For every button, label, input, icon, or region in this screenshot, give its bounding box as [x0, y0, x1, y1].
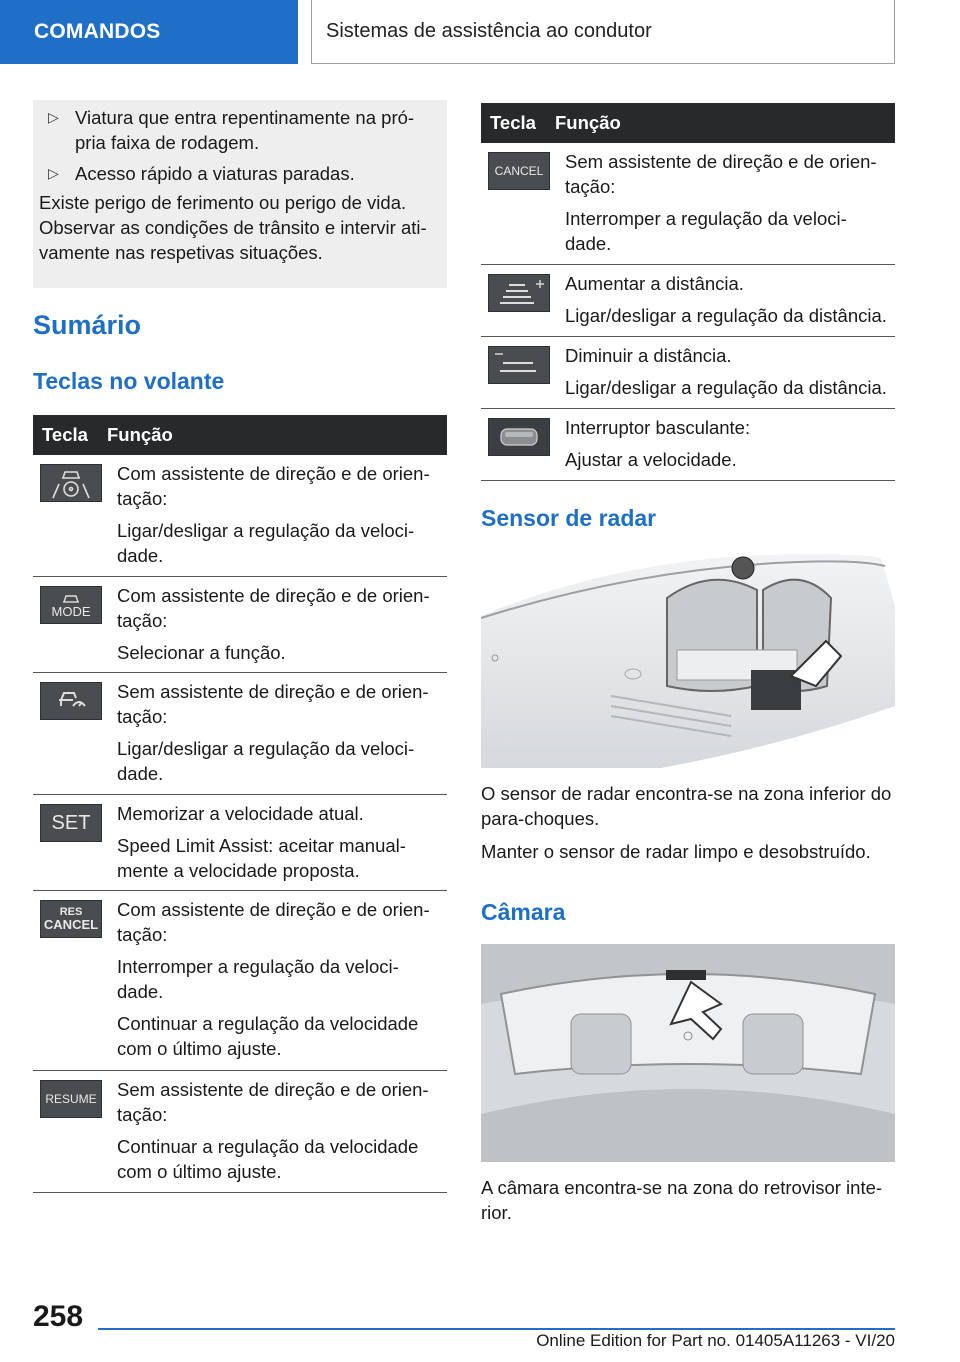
function-cell: [117, 1071, 447, 1192]
radar-heading: Sensor de radar: [481, 505, 657, 531]
table-row: [33, 673, 447, 795]
distance-increase-icon: [488, 274, 550, 312]
function-text: Com assistente de direção e de orien-tação:: [117, 585, 430, 631]
cancel-label: CANCEL: [43, 917, 99, 932]
key-cell: [33, 1071, 117, 1192]
table-row: [33, 455, 447, 577]
radar-text: Manter o sensor de radar limpo e desobstruído.: [481, 841, 871, 862]
key-cell: [33, 891, 117, 1070]
function-cell: [565, 265, 895, 336]
function-cell: [565, 143, 895, 264]
function-cell: [565, 337, 895, 408]
function-text: Diminuir a distância.: [565, 345, 732, 366]
function-cell: [117, 577, 447, 672]
table-header: [481, 103, 895, 143]
table-row: [481, 409, 895, 481]
cancel-button-icon: [488, 152, 550, 190]
footer-edition: Online Edition for Part no. 01405A11263 - VI/20: [536, 1331, 895, 1350]
function-text: Sem assistente de direção e de orien-tação:: [565, 151, 877, 197]
set-label: SET: [51, 811, 91, 834]
camera-text: A câmara encontra-se na zona do retrovisor inte-rior.: [481, 1177, 883, 1223]
buttons-table-left: [33, 415, 447, 1193]
table-row: [33, 795, 447, 891]
page-number: 258: [33, 1300, 84, 1333]
function-text: Sem assistente de direção e de orien-tação:: [117, 681, 429, 727]
function-cell: [117, 455, 447, 576]
key-cell: [481, 409, 565, 480]
page-header: [311, 0, 895, 64]
bullet-text: Acesso rápido a viaturas paradas.: [75, 163, 355, 184]
wheel-buttons-heading: Teclas no volante: [33, 368, 225, 394]
function-text: Ligar/desligar a regulação da veloci-dade.: [117, 520, 415, 566]
res-cancel-button-icon: [40, 900, 102, 938]
function-text: Ligar/desligar a regulação da veloci-dade.: [117, 738, 415, 784]
function-cell: [117, 891, 447, 1070]
function-text: Ajustar a velocidade.: [565, 449, 737, 470]
function-text: Interromper a regulação da veloci-dade.: [117, 956, 399, 1002]
camera-description: [481, 1175, 895, 1233]
function-text: Interruptor basculante:: [565, 417, 751, 438]
function-cell: [117, 673, 447, 794]
bullet-text: Viatura que entra repentinamente na pró-pria faixa de rodagem.: [75, 107, 415, 153]
triangle-bullet-icon: ▷: [48, 109, 59, 125]
function-text: Speed Limit Assist: aceitar manual-mente a velocidade proposta.: [117, 835, 406, 881]
mode-button-icon: [40, 586, 102, 624]
distance-decrease-icon: [488, 346, 550, 384]
res-label: RES: [59, 906, 83, 918]
col-key-header: Tecla: [490, 112, 536, 133]
col-function-header: Função: [107, 424, 173, 445]
key-cell: [481, 143, 565, 264]
section-label: COMANDOS: [34, 20, 161, 43]
steering-assist-icon: [40, 464, 102, 502]
table-row: [481, 265, 895, 337]
key-cell: [481, 265, 565, 336]
buttons-table-right: [481, 103, 895, 481]
warning-box: [33, 100, 447, 288]
radar-text: O sensor de radar encontra-se na zona inferior do para-choques.: [481, 783, 892, 829]
table-header: [33, 415, 447, 455]
footer-rule: [98, 1328, 895, 1330]
resume-label: RESUME: [45, 1092, 97, 1106]
table-row: [33, 891, 447, 1071]
col-key-header: Tecla: [42, 424, 88, 445]
list-item: [39, 105, 441, 155]
key-cell: [481, 337, 565, 408]
table-row: [481, 337, 895, 409]
table-row: [33, 1071, 447, 1193]
cancel-label: CANCEL: [494, 164, 544, 178]
summary-heading: Sumário: [33, 310, 142, 340]
set-button-icon: [40, 804, 102, 842]
key-cell: [33, 455, 117, 576]
function-text: Com assistente de direção e de orien-tação:: [117, 463, 430, 509]
function-text: Ligar/desligar a regulação da distância.: [565, 377, 887, 398]
function-cell: [117, 795, 447, 890]
function-text: Memorizar a velocidade atual.: [117, 803, 364, 824]
mode-label: MODE: [51, 603, 91, 619]
function-text: Com assistente de direção e de orien-tação:: [117, 899, 430, 945]
camera-heading: Câmara: [481, 899, 566, 925]
rocker-switch-icon: [488, 418, 550, 456]
function-text: Continuar a regulação da velocidade com o último ajuste.: [117, 1013, 419, 1059]
key-cell: [33, 795, 117, 890]
resume-button-icon: [40, 1080, 102, 1118]
function-text: Aumentar a distância.: [565, 273, 744, 294]
function-cell: [565, 409, 895, 480]
section-tab: [0, 0, 298, 64]
table-row: [33, 577, 447, 673]
radar-description: [481, 781, 895, 872]
table-row: [481, 143, 895, 265]
key-cell: [33, 577, 117, 672]
function-text: Interromper a regulação da veloci-dade.: [565, 208, 847, 254]
function-text: Continuar a regulação da velocidade com o último ajuste.: [117, 1136, 419, 1182]
function-text: Ligar/desligar a regulação da distância.: [565, 305, 887, 326]
col-function-header: Função: [555, 112, 621, 133]
camera-image: [481, 944, 895, 1162]
list-item: [39, 161, 441, 186]
key-cell: [33, 673, 117, 794]
cruise-control-icon: [40, 682, 102, 720]
function-text: Selecionar a função.: [117, 642, 286, 663]
radar-sensor-image: [481, 546, 895, 768]
warning-text: Existe perigo de ferimento ou perigo de vida. Observar as condições de trânsito e intervir ati-vamente nas respetivas situações.: [39, 192, 427, 263]
function-text: Sem assistente de direção e de orien-tação:: [117, 1079, 429, 1125]
triangle-bullet-icon: ▷: [48, 165, 59, 181]
page-title: Sistemas de assistência ao condutor: [326, 20, 652, 42]
